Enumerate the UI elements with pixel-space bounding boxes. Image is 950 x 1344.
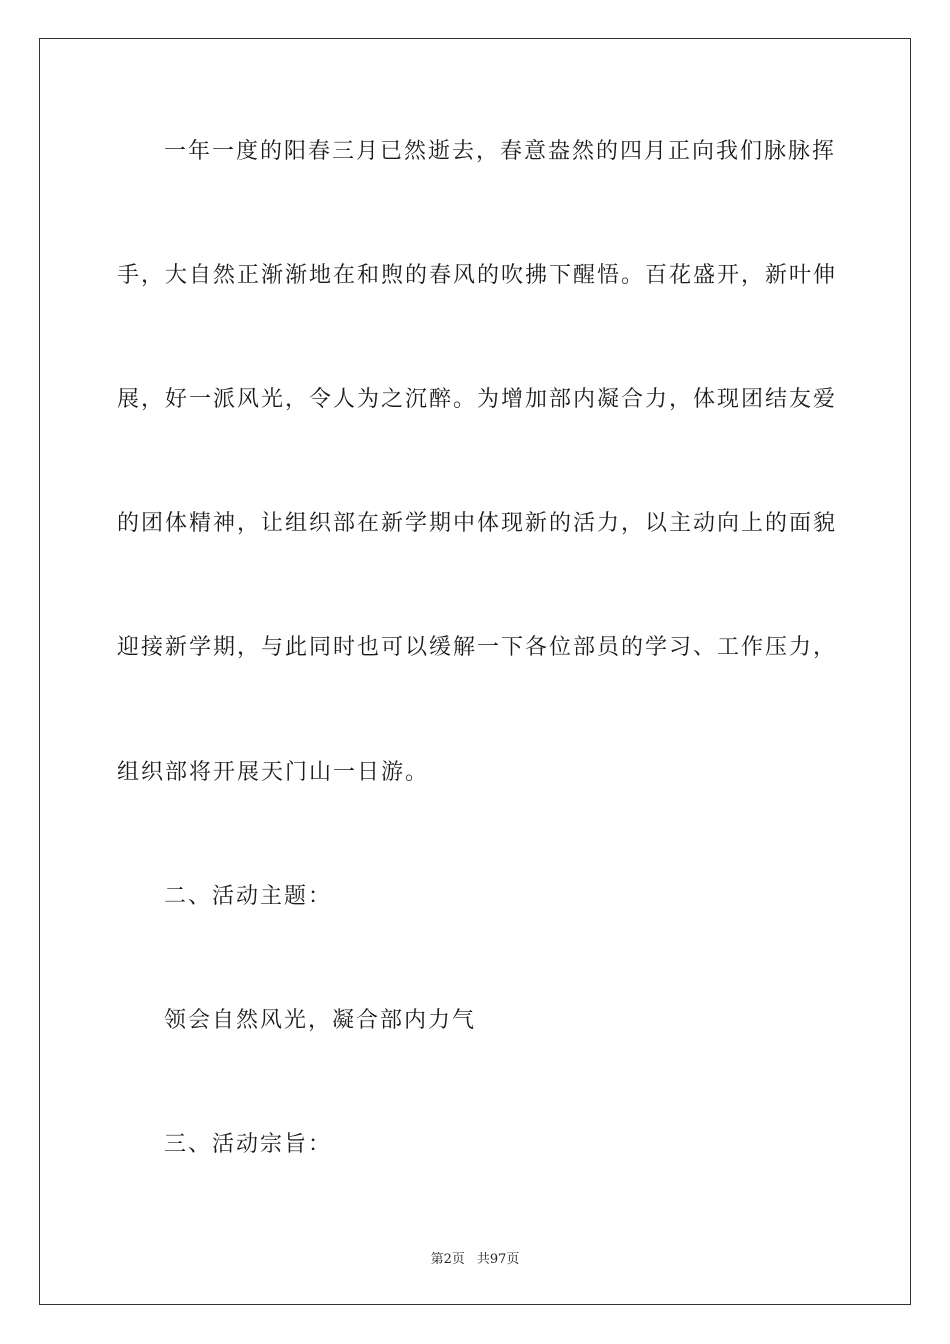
- page-footer: [0, 1248, 950, 1267]
- paragraph-line-3: 展，好一派风光，令人为之沉醉。为增加部内凝合力，体现团结友爱: [117, 387, 838, 412]
- page-number: 第2页: [430, 1252, 465, 1267]
- paragraph-line-1: 一年一度的阳春三月已然逝去，春意盎然的四月正向我们脉脉挥: [164, 139, 837, 164]
- page-total: 共97页: [476, 1252, 520, 1267]
- section-heading-theme: 二、活动主题：: [164, 884, 333, 909]
- paragraph-line-4: 的团体精神，让组织部在新学期中体现新的活力，以主动向上的面貌: [117, 511, 838, 536]
- section-heading-purpose: 三、活动宗旨：: [164, 1132, 333, 1157]
- page-frame: [39, 38, 911, 1305]
- theme-text: 领会自然风光，凝合部内力气: [164, 1008, 477, 1033]
- paragraph-line-5: 迎接新学期，与此同时也可以缓解一下各位部员的学习、工作压力，: [117, 635, 838, 660]
- paragraph-line-6: 组织部将开展天门山一日游。: [117, 760, 430, 785]
- paragraph-line-2: 手，大自然正渐渐地在和煦的春风的吹拂下醒悟。百花盛开，新叶伸: [117, 263, 838, 288]
